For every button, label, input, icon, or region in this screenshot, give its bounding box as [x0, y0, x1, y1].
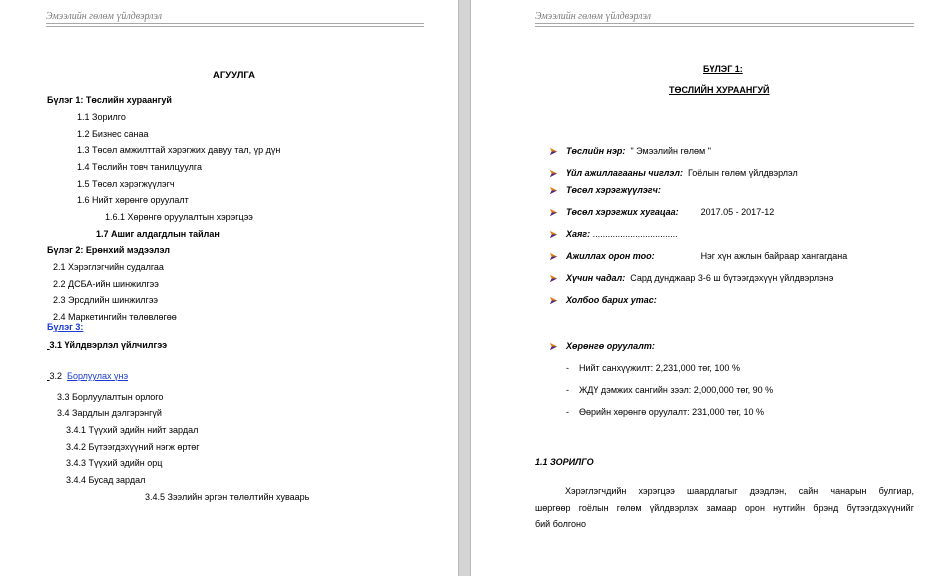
investment-item: Нийт санхүүжилт: 2,231,000 төг, 100 %	[579, 363, 740, 373]
arrow-bullet-icon	[549, 274, 558, 283]
arrow-bullet-icon	[549, 169, 558, 178]
toc-chapter-1[interactable]: Бүлэг 1: Төслийн хураангуй	[47, 95, 172, 105]
toc-item[interactable]: 1.1 Зорилго	[77, 112, 126, 122]
toc-item[interactable]: 2.4 Маркетингийн төлөвлөгөө	[53, 312, 177, 322]
summary-row: Төслийн нэр: " Эмээлийн гөлөм "	[566, 146, 711, 156]
page-left	[0, 0, 458, 576]
toc-item[interactable]: 2.3 Эрсдлийн шинжилгээ	[53, 295, 158, 305]
arrow-bullet-icon	[549, 208, 558, 217]
summary-row: Үйл ажиллагааны чиглэл: Гоёлын гөлөм үйлдвэрлэл	[566, 168, 798, 178]
arrow-bullet-icon	[549, 147, 558, 156]
summary-row: Холбоо барих утас:	[566, 295, 657, 305]
summary-row: Ажиллах орон тоо: Нэг хүн ажлын байраар хангагдана	[566, 251, 848, 261]
investment-item: Өөрийн хөрөнгө оруулалт: 231,000 төг, 10 %	[579, 407, 765, 417]
toc-item-3-2[interactable]: 3.2 Борлуулах үнэ	[49, 371, 129, 381]
page-gutter	[458, 0, 471, 576]
paragraph-line: бий болгоно	[535, 519, 586, 529]
arrow-bullet-icon	[549, 186, 558, 195]
toc-chapter-3-link[interactable]: үлэг 3:	[53, 322, 84, 332]
arrow-bullet-icon	[549, 342, 558, 351]
dash-bullet: -	[566, 363, 569, 373]
toc-chapter-2[interactable]: Бүлэг 2: Ерөнхий мэдээлэл	[47, 245, 170, 255]
toc-item[interactable]: 3.4.4 Бусад зардал	[66, 475, 146, 485]
toc-item[interactable]: 1.7 Ашиг алдагдлын тайлан	[96, 229, 220, 239]
page-header: Эмээлийн гөлөм үйлдвэрлэл	[535, 11, 651, 22]
toc-item[interactable]: 3.4.5 Зээлийн эргэн төлөлтийн хуваарь	[145, 492, 310, 502]
toc-item[interactable]: 3.3 Борлуулалтын орлого	[57, 392, 164, 402]
toc-item[interactable]: 1.2 Бизнес санаа	[77, 129, 149, 139]
header-rule	[535, 23, 914, 27]
toc-chapter-3[interactable]	[47, 322, 83, 333]
toc-chapter-3-prefix: Б	[47, 322, 54, 332]
investment-item: ЖДҮ дэмжих сангийн зээл: 2,000,000 төг, 90 %	[579, 385, 774, 395]
summary-row: Хаяг: ..................................	[566, 229, 678, 239]
summary-row: Төсөл хэрэгжүүлэгч:	[566, 185, 661, 195]
toc-item-3-2-link[interactable]: Борлуулах үнэ	[67, 371, 129, 381]
toc-item[interactable]: 1.6.1 Хөрөнгө оруулалтын хэрэгцээ	[105, 212, 253, 222]
paragraph-line: Хэрэглэгчдийн хэрэгцээ шаардлагыг дээдлэн, сайн чанарын булгиар,	[565, 486, 914, 496]
toc-item[interactable]: 3.4 Зардлын дэлгэрэнгүй	[57, 408, 162, 418]
toc-item[interactable]: 1.4 Төслийн товч танилцуулга	[77, 162, 202, 172]
section-heading: 1.1 ЗОРИЛГО	[535, 457, 594, 467]
arrow-bullet-icon	[549, 252, 558, 261]
toc-item[interactable]: 1.3 Төсөл амжилттай хэрэгжих давуу тал, үр дүн	[77, 145, 281, 155]
dash-bullet: -	[566, 407, 569, 417]
arrow-bullet-icon	[549, 230, 558, 239]
toc-item[interactable]: 2.2 ДСБА-ийн шинжилгээ	[53, 279, 159, 289]
toc-item[interactable]: 3.4.2 Бүтээгдэхүүний нэгж өртөг	[66, 442, 200, 452]
toc-item-3-1[interactable]: 3.1 Үйлдвэрлэл үйлчилгээ	[49, 340, 168, 350]
header-rule	[46, 23, 424, 27]
chapter-title: ТӨСЛИЙН ХУРААНГУЙ	[669, 85, 770, 95]
toc-item[interactable]: 2.1 Хэрэглэгчийн судалгаа	[53, 262, 164, 272]
toc-title: АГУУЛГА	[213, 70, 256, 81]
investment-label: Хөрөнгө оруулалт:	[566, 341, 655, 351]
arrow-bullet-icon	[549, 296, 558, 305]
toc-item[interactable]: 1.6 Нийт хөрөнгө оруулалт	[77, 195, 189, 205]
toc-item[interactable]: 1.5 Төсөл хэрэгжүүлэгч	[77, 179, 175, 189]
page-right	[471, 0, 938, 576]
dash-bullet: -	[566, 385, 569, 395]
toc-item[interactable]: 3.4.1 Түүхий эдийн нийт зардал	[66, 425, 199, 435]
chapter-label: БҮЛЭГ 1:	[703, 64, 743, 74]
toc-item[interactable]: 3.4.3 Түүхий эдийн орц	[66, 458, 163, 468]
summary-row: Хүчин чадал: Сард дунджаар 3-6 ш бүтээгдэхүүн үйлдвэрлэнэ	[566, 273, 834, 283]
summary-row: Төсөл хэрэгжих хугацаа: 2017.05 - 2017-12	[566, 207, 775, 217]
page-header: Эмээлийн гөлөм үйлдвэрлэл	[46, 11, 162, 22]
paragraph-line: шөргөөр гоёлын гөлөм үйлдвэрлэх замаар орон нутгийн брэнд бүтээгдэхүүнийг	[535, 503, 914, 513]
